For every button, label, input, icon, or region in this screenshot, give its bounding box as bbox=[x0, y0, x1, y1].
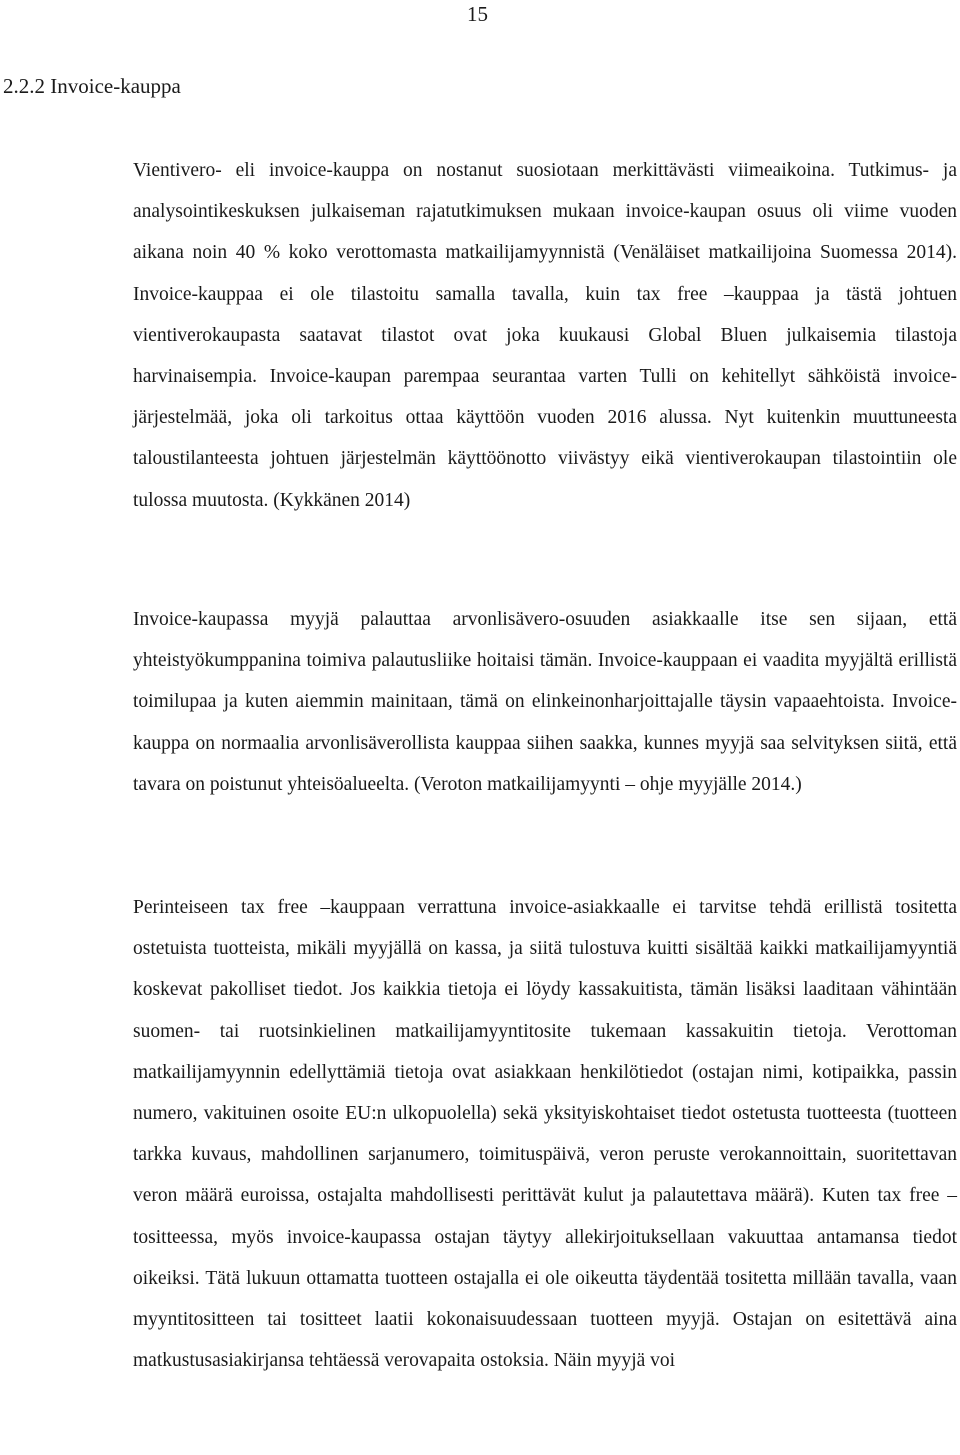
paragraph-invoice-popularity: Vientivero- eli invoice-kauppa on nostanut suosiotaan merkittävästi viimeaikoina. Tutkimus- ja analysointikeskuksen julkaiseman rajatutkimuksen mukaan invoice-kaupan osuus oli viime vuoden aikana noin 40 % koko verottomasta matkailijamyynnistä (Venäläiset matkailijoina Suomessa 2014). Invoice-kauppaa ei ole tilastoitu samalla tavalla, kuin tax free –kauppaa ja tästä johtuen vientiverokaupasta saatavat tilastot ovat joka kuukausi Global Bluen julkaisemia tilastoja harvinaisempia. Invoice-kaupan parempaa seurantaa varten Tulli on kehitellyt sähköistä invoice-järjestelmää, joka oli tarkoitus ottaa käyttöön vuoden 2016 alussa. Nyt kuitenkin muuttuneesta taloustilanteesta johtuen järjestelmän käyttöönotto viivästyy eikä vientiverokaupan tilastointiin ole tulossa muutosta. (Kykkänen 2014) bbox=[133, 160, 957, 511]
section-heading: 2.2.2 Invoice-kauppa bbox=[3, 74, 181, 98]
paragraph-receipt-requirements: Perinteiseen tax free –kauppaan verrattuna invoice-asiakkaalle ei tarvitse tehdä erillistä tositetta ostetuista tuotteista, mikäli myyjällä on kassa, ja siitä tulostuva kuitti sisältää kaikki matkailijamyyntiä koskevat pakolliset tiedot. Jos kaikkia tietoja ei löydy kassakuitista, tämän lisäksi laaditaan vähintään suomen- tai ruotsinkielinen matkailijamyyntitosite tukemaan kassakuitin tietoja. Verottoman matkailijamyynnin edellyttämiä tietoja ovat asiakkaan henkilötiedot (ostajan nimi, kotipaikka, passin numero, vakituinen osoite EU:n ulkopuolella) sekä yksityiskohtaiset tiedot ostetusta tuotteesta (tuotteen tarkka kuvaus, mahdollinen sarjanumero, toimituspäivä, veron peruste verokannoittain, suoritettavan veron määrä euroissa, ostajalta mahdollisesti perittävät kulut ja palautettava määrä). Kuten tax free –tositteessa, myös invoice-kaupassa ostajan täytyy allekirjoituksellaan vakuuttaa antamansa tiedot oikeiksi. Tätä lukuun ottamatta tuotteen ostajalla ei ole oikeutta täydentää tositetta millään tavalla, vaan myyntitositteen tai tositteet laatii kokonaisuudessaan tuotteen myyjä. Ostajan on esitettävä aina matkustusasiakirjansa tehtäessä verovapaita ostoksia. Näin myyjä voi bbox=[133, 897, 957, 1372]
paragraph-vat-refund: Invoice-kaupassa myyjä palauttaa arvonlisävero-osuuden asiakkaalle itse sen sijaan, että yhteistyökumppanina toimiva palautusliike hoitaisi tämän. Invoice-kauppaan ei vaadita myyjältä erillistä toimilupaa ja kuten aiemmin mainitaan, tämä on elinkeinonharjoittajalle täysin vapaaehtoista. Invoice-kauppa on normaalia arvonlisäverollista kauppaa siihen saakka, kunnes myyjä saa selvityksen siitä, että tavara on poistunut yhteisöalueelta. (Veroton matkailijamyynti – ohje myyjälle 2014.) bbox=[133, 609, 957, 795]
page-number: 15 bbox=[467, 2, 488, 26]
